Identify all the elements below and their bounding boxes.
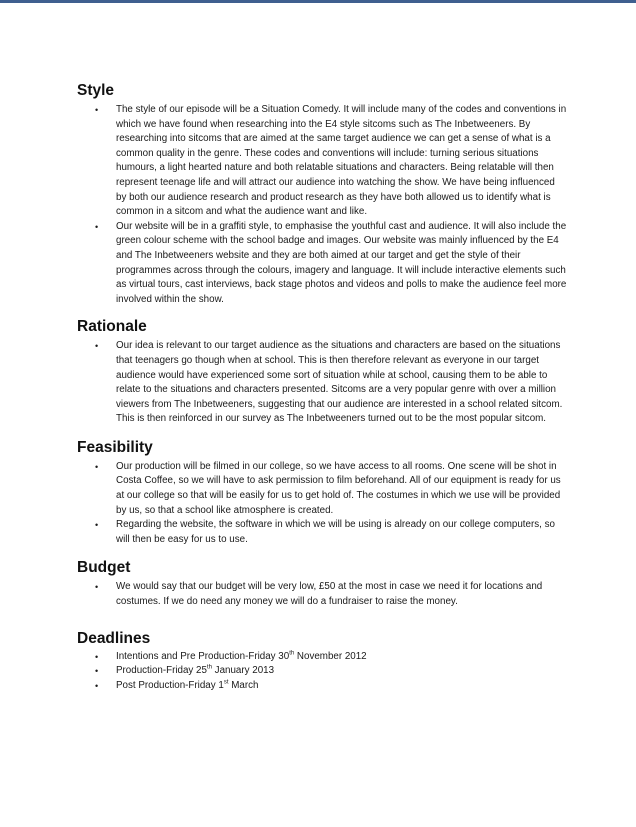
bullet-icon: • [95, 105, 99, 115]
bullet-icon: • [95, 461, 99, 472]
section-heading-feasibility: Feasibility [77, 438, 153, 456]
section-heading-deadlines: Deadlines [77, 629, 151, 647]
page-top-border [0, 0, 636, 3]
bullet-icon: • [95, 221, 99, 232]
list-item: • Regarding the website, the software in which we will be using is already on our college computers, so will then be easy for us to use. [95, 519, 555, 545]
bullet-icon: • [95, 582, 99, 593]
list-item: • We would say that our budget will be very low, £50 at the most in case we need it for locations and costumes. If we do need any money we will do a fundraiser to raise the money. [95, 581, 543, 608]
deadlines-list [77, 650, 567, 694]
list-item: • Post Production-Friday 1st March [77, 679, 567, 694]
document-page [77, 82, 567, 693]
bullet-icon: • [95, 651, 99, 662]
list-item: • The style of our episode will be a Situation Comedy. It will include many of the codes and conventions in which we have found when researching into the E4 style sitcoms such as The Inbetweeners. By researching into sitcoms that are aimed at the same target audience we can get a sense of what is a common quality in the genre. These codes and conventions will include: turning serious situations humours, a light hearted nature and both relatable situations and characters. Being relatable will then represent teenage life and will attract our audience into watching the show. We have being influenced by both our audience research and product research as they have both allowed us to identify what is common in a sitcom and what the audience want and like. [95, 104, 567, 218]
style-list [77, 103, 567, 307]
budget-list [77, 580, 567, 609]
bullet-icon: • [95, 680, 99, 691]
section-heading-rationale: Rationale [77, 318, 147, 336]
bullet-icon: • [95, 341, 99, 352]
bullet-icon: • [95, 520, 99, 531]
feasibility-list [77, 460, 567, 548]
bullet-icon: • [95, 666, 99, 677]
section-heading-budget: Budget [77, 559, 131, 577]
rationale-list [77, 339, 567, 427]
list-item: • Our idea is relevant to our target audience as the situations and characters are based on the situations that teenagers go though when at school. This is then therefore relevant as everyone in our target audience would have experienced some sort of situation while at school, causing them to be able to relate to the situations and characters presented. Sitcoms are a very popular genre with over a million viewers from The Inbetweeners, suggesting that our audience are interested in a school related sitcom. This is then reinforced in our survey as The Inbetweeners turned out to be the most popular sitcom. [95, 340, 563, 425]
list-item: • Our production will be filmed in our college, so we have access to all rooms. One scene will be shot in Costa Coffee, so we will have to ask permission to film beforehand. All of our equipment is ready for us at our college so that will be easily for us to get hold of. The costumes in which we use will be provided by us, so that a school like atmosphere is created. [95, 460, 561, 516]
list-item: • Production-Friday 25th January 2013 [77, 664, 567, 679]
list-item: • Intentions and Pre Production-Friday 30th November 2012 [77, 650, 567, 665]
list-item: • Our website will be in a graffiti style, to emphasise the youthful cast and audience. It will also include the green colour scheme with the school badge and images. Our website was mainly influenced by the E4 and The Inbetweeners website and they are both aimed at our target and get the style of their programmes across through the colours, imagery and language. It will include interactive elements such as virtual tours, cast interviews, back stage photos and videos and polls to make the audience feel more involved within the show. [95, 220, 567, 305]
section-heading-style: Style [77, 82, 115, 99]
